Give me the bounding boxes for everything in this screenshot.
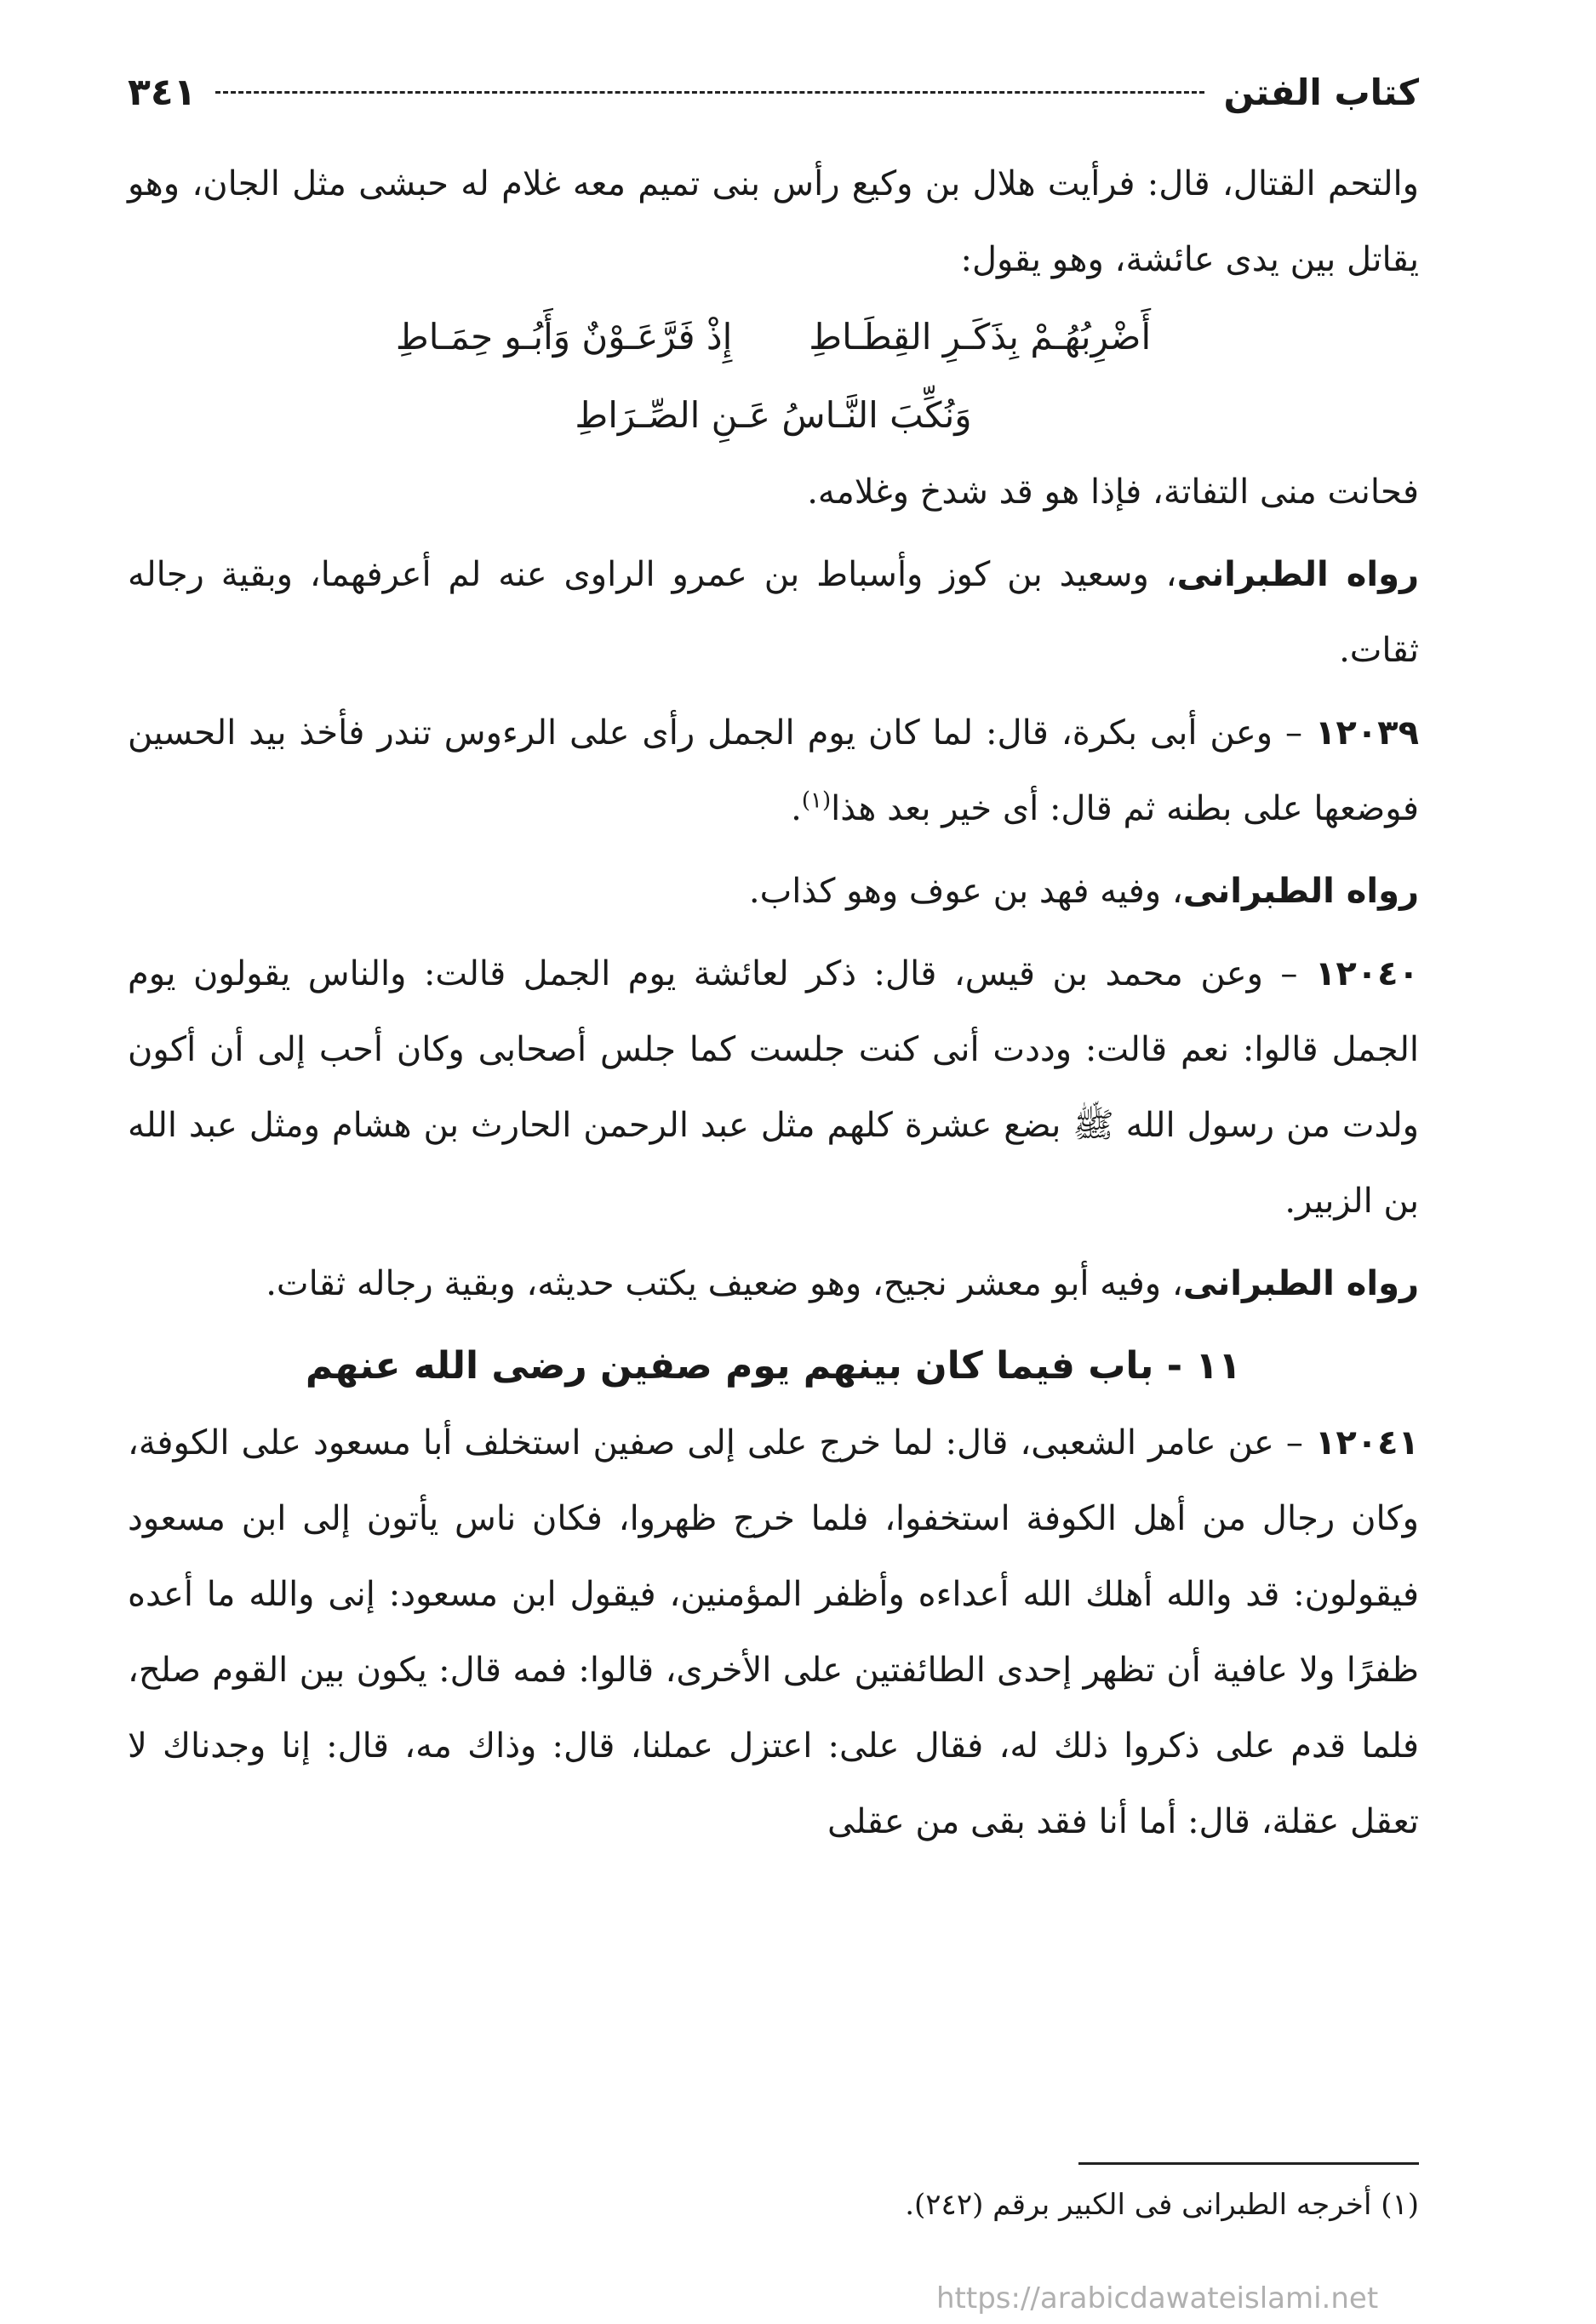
- chapter-heading: ١١ - باب فيما كان بينهم يوم صفين رضى الله عنهم: [305, 1344, 1242, 1388]
- source-attribution: رواه الطبرانى: [1176, 555, 1420, 594]
- source-note-text: ، وفيه أبو معشر نجيح، وهو ضعيف يكتب حديثه، وبقية رجاله ثقات.: [266, 1264, 1183, 1303]
- hadith-number: ١٢٠٤٠: [1314, 954, 1419, 993]
- paragraph-conclusion: فحانت منى التفاتة، فإذا هو قد شدخ وغلامه.: [807, 472, 1419, 512]
- hadith-number: ١٢٠٣٩: [1314, 713, 1419, 753]
- paragraph-source-note: [128, 1246, 1419, 1322]
- hadith-text: – عن عامر الشعبى، قال: لما خرج على إلى صفين استخلف أبا مسعود على الكوفة، وكان رجال من أهل الكوفة استخفوا، فلما خرج ظهروا، فكان ناس يأتون إلى ابن مسعود فيقولون: قد والله أهلك الله أعداءه وأظفر المؤمنين، فيقول ابن مسعود: إنى والله ما أعده ظفرًا ولا عافية أن تظهر إحدى الطائفتين على الأخرى، قالوا: فمه قال: يكون بين القوم صلح، فلما قدم على ذكروا ذلك له، فقال على: اعتزل عملنا، قال: وذاك مه، قال: إنا وجدناك لا تعقل عقلة، قال: أما أنا فقد بقى من عقلى: [128, 1423, 1419, 1841]
- hadith-number: ١٢٠٤١: [1314, 1423, 1419, 1463]
- page-number: ٣٤١: [128, 70, 197, 114]
- main-text: [128, 146, 1419, 1860]
- footnote-1: (١) أخرجه الطبرانى فى الكبير برقم (٢٤٢).: [905, 2188, 1419, 2222]
- verse-hemistich: وَنُكِّبَ النَّـاسُ عَـنِ الصِّـرَاطِ: [575, 394, 972, 436]
- hadith-text-end: .: [791, 789, 802, 828]
- source-attribution: رواه الطبرانى: [1182, 872, 1419, 911]
- hadith-text: – وعن محمد بن قيس، قال: ذكر لعائشة يوم الجمل قالت: والناس يقولون يوم الجمل قالوا: نعم قالت: وددت أنى كنت جلست كما جلس أصحابى وكان أحب إلى أن أكون ولدت من رسول الله ﷺ بضع عشرة كلهم مثل عبد الرحمن الحارث بن هشام ومثل عبد الله بن الزبير.: [128, 954, 1419, 1221]
- verse-hemistich-right: أَضْرِبُهُـمْ بِذَكَـرِ القِطَـاطِ: [809, 316, 1152, 358]
- footnote-reference: (١): [801, 787, 832, 814]
- paragraph-source-note: [128, 537, 1419, 689]
- paragraph-source-note: [128, 854, 1419, 930]
- footnote-separator: [1078, 2162, 1419, 2165]
- hadith-12039: [128, 695, 1419, 847]
- source-note-text: ، وسعيد بن كوز وأسباط بن عمرو الراوى عنه لم أعرفهما، وبقية رجاله ثقات.: [128, 555, 1419, 670]
- hadith-text: – وعن أبى بكرة، قال: لما كان يوم الجمل رأى على الرءوس تندر فأخذ بيد الحسين فوضعها على بطنه ثم قال: أى خير بعد هذا: [128, 713, 1419, 828]
- hadith-12040: [128, 936, 1419, 1239]
- book-title: كتاب الفتن: [1223, 71, 1419, 113]
- header-dashed-rule: [215, 91, 1205, 94]
- poem-verse-2: [128, 376, 1419, 455]
- paragraph-battle-narration: والتحم القتال، قال: فرأيت هلال بن وكيع رأس بنى تميم معه غلام له حبشى مثل الجان، وهو يقاتل بين يدى عائشة، وهو يقول:: [128, 164, 1419, 279]
- source-note-text: ، وفيه فهد بن عوف وهو كذاب.: [748, 872, 1183, 911]
- hadith-12041: [128, 1405, 1419, 1860]
- verse-hemistich-left: إِذْ فَرَّعَـوْنٌ وَأَبُـو حِمَـاطِ: [395, 316, 733, 358]
- watermark-url: https://arabicdawateislami.net: [936, 2281, 1379, 2315]
- poem-verse-1: [128, 298, 1419, 376]
- source-attribution: رواه الطبرانى: [1182, 1264, 1419, 1303]
- running-header: [128, 66, 1419, 117]
